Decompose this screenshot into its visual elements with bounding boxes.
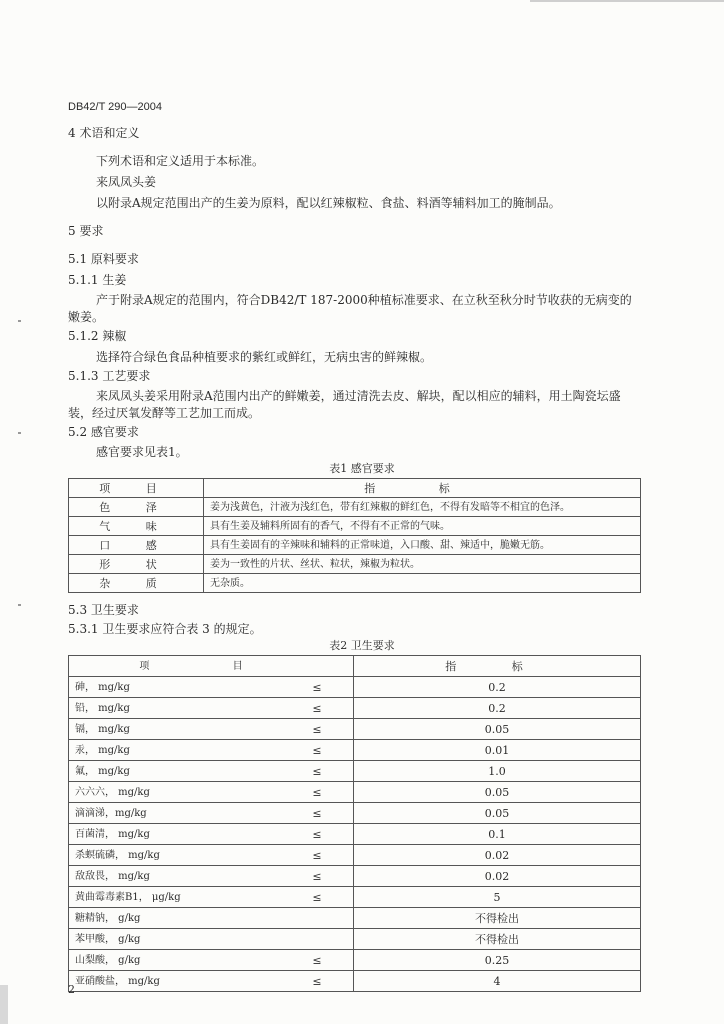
table-cell-item: 形 状 [69, 555, 204, 574]
table-row [69, 824, 641, 845]
table-cell-operator: ≤ [281, 803, 354, 824]
table-cell-value: 0.2 [354, 677, 641, 698]
table-cell-operator: ≤ [281, 761, 354, 782]
table-cell-item: 镉， mg/kg [69, 719, 282, 740]
table-row [69, 950, 641, 971]
table-cell-item: 敌敌畏， mg/kg [69, 866, 282, 887]
table-row [69, 761, 641, 782]
section-5-1-3-body: 来凤凤头姜采用附录A范围内出产的鲜嫩姜，通过清洗去皮、解块，配以相应的辅料，用土陶瓷坛盛装，经过厌氧发酵等工艺加工而成。 [68, 389, 621, 420]
table-cell-value: 0.02 [354, 866, 641, 887]
table-cell-operator: ≤ [281, 845, 354, 866]
table-cell-value: 0.05 [354, 719, 641, 740]
table-cell-value: 0.2 [354, 698, 641, 719]
table-cell-operator: ≤ [281, 698, 354, 719]
table-cell-operator [281, 929, 354, 950]
term-title: 来凤凤头姜 [96, 175, 157, 189]
table-cell-operator: ≤ [281, 824, 354, 845]
table-cell-item: 糖精钠， g/kg [69, 908, 282, 929]
scan-speck [18, 432, 21, 434]
table-header-cell: 指 标 [354, 656, 641, 677]
section-5-2-body: 感官要求见表1。 [96, 445, 188, 459]
section-5-1-3-heading: 5.1.3 工艺要求 [68, 369, 151, 383]
table-header-cell: 项 目 [69, 656, 354, 677]
table-cell-item: 杀螟硫磷， mg/kg [69, 845, 282, 866]
table-row [69, 698, 641, 719]
table-row [69, 555, 641, 574]
table-cell-value: 姜为浅黄色，汁液为浅红色，带有红辣椒的鲜红色，不得有发暗等不相宜的色泽。 [204, 498, 641, 517]
hygiene-requirements-table [68, 655, 641, 992]
table-cell-value: 姜为一致性的片状、丝状、粒状，辣椒为粒状。 [204, 555, 641, 574]
table-cell-operator: ≤ [281, 950, 354, 971]
table-cell-item: 气 味 [69, 517, 204, 536]
table-cell-value: 0.02 [354, 845, 641, 866]
section-5-3-heading: 5.3 卫生要求 [68, 603, 139, 617]
table-cell-item: 山梨酸， g/kg [69, 950, 282, 971]
table-row [69, 803, 641, 824]
table-row [69, 845, 641, 866]
section-5-heading: 5 要求 [68, 224, 104, 238]
table-row [69, 517, 641, 536]
table-row [69, 498, 641, 517]
table-cell-value: 具有生姜及辅料所固有的香气，不得有不正常的气味。 [204, 517, 641, 536]
table-cell-item: 六六六， mg/kg [69, 782, 282, 803]
table-cell-value: 具有生姜固有的辛辣味和辅料的正常味道，入口酸、甜、辣适中，脆嫩无筋。 [204, 536, 641, 555]
table-row [69, 574, 641, 593]
table-row [69, 740, 641, 761]
table-row [69, 677, 641, 698]
section-5-3-1-text: 5.3.1 卫生要求应符合表 3 的规定。 [68, 622, 262, 636]
scan-speck [18, 320, 21, 322]
table-row [69, 782, 641, 803]
section-5-1-1-body: 产于附录A规定的范围内，符合DB42/T 187-2000种植标准要求、在立秋至秋分时节收获的无病变的嫩姜。 [68, 293, 632, 324]
table-header-row [69, 656, 641, 677]
table-cell-value: 4 [354, 971, 641, 992]
section-4-intro: 下列术语和定义适用于本标准。 [96, 154, 265, 168]
table-cell-item: 百菌清， mg/kg [69, 824, 282, 845]
section-5-1-2-body: 选择符合绿色食品种植要求的紫红或鲜红，无病虫害的鲜辣椒。 [96, 350, 433, 364]
table-row [69, 929, 641, 950]
table-cell-value: 不得检出 [354, 908, 641, 929]
sensory-requirements-table [68, 478, 641, 593]
table-header-cell: 项 目 [69, 479, 204, 498]
table-cell-value: 1.0 [354, 761, 641, 782]
section-5-1-heading: 5.1 原料要求 [68, 252, 139, 266]
table-row [69, 887, 641, 908]
table-cell-value: 0.05 [354, 782, 641, 803]
table-cell-operator: ≤ [281, 740, 354, 761]
page-number: 2 [68, 983, 75, 996]
table-cell-operator [281, 908, 354, 929]
table-cell-value: 0.05 [354, 803, 641, 824]
table-row [69, 866, 641, 887]
table-row [69, 908, 641, 929]
section-5-2-heading: 5.2 感官要求 [68, 425, 139, 439]
table-cell-item: 氟， mg/kg [69, 761, 282, 782]
section-5-1-1-heading: 5.1.1 生姜 [68, 273, 127, 287]
table-cell-item: 滴滴涕，mg/kg [69, 803, 282, 824]
table-row [69, 719, 641, 740]
doc-code: DB42/T 290—2004 [68, 101, 162, 113]
scan-edge-line [530, 0, 724, 2]
table-cell-item: 汞， mg/kg [69, 740, 282, 761]
table-cell-operator: ≤ [281, 971, 354, 992]
table-cell-operator: ≤ [281, 887, 354, 908]
table-cell-item: 苯甲酸， g/kg [69, 929, 282, 950]
table-row [69, 971, 641, 992]
section-5-1-2-heading: 5.1.2 辣椒 [68, 329, 127, 343]
table-cell-item: 亚硝酸盐， mg/kg [69, 971, 282, 992]
table-cell-item: 杂 质 [69, 574, 204, 593]
term-definition: 以附录A规定范围出产的生姜为原料，配以红辣椒粒、食盐、料酒等辅料加工的腌制品。 [96, 196, 561, 210]
table-cell-operator: ≤ [281, 677, 354, 698]
section-4-heading: 4 术语和定义 [68, 126, 140, 140]
table-cell-item: 色 泽 [69, 498, 204, 517]
table-header-cell: 指 标 [204, 479, 641, 498]
scan-margin-bar [0, 985, 8, 1024]
table-cell-value: 5 [354, 887, 641, 908]
table1-caption: 表1 感官要求 [329, 462, 395, 475]
table-cell-item: 黄曲霉毒素B1， μg/kg [69, 887, 282, 908]
table-header-row [69, 479, 641, 498]
table-cell-operator: ≤ [281, 719, 354, 740]
table-cell-value: 无杂质。 [204, 574, 641, 593]
table-row [69, 536, 641, 555]
table-cell-item: 口 感 [69, 536, 204, 555]
table-cell-value: 0.01 [354, 740, 641, 761]
table-cell-item: 铅， mg/kg [69, 698, 282, 719]
table-cell-value: 0.1 [354, 824, 641, 845]
table2-caption: 表2 卫生要求 [329, 639, 395, 652]
table-cell-operator: ≤ [281, 782, 354, 803]
table-cell-operator: ≤ [281, 866, 354, 887]
table-cell-value: 0.25 [354, 950, 641, 971]
table-cell-item: 砷， mg/kg [69, 677, 282, 698]
scan-speck [18, 604, 21, 606]
table-cell-value: 不得检出 [354, 929, 641, 950]
